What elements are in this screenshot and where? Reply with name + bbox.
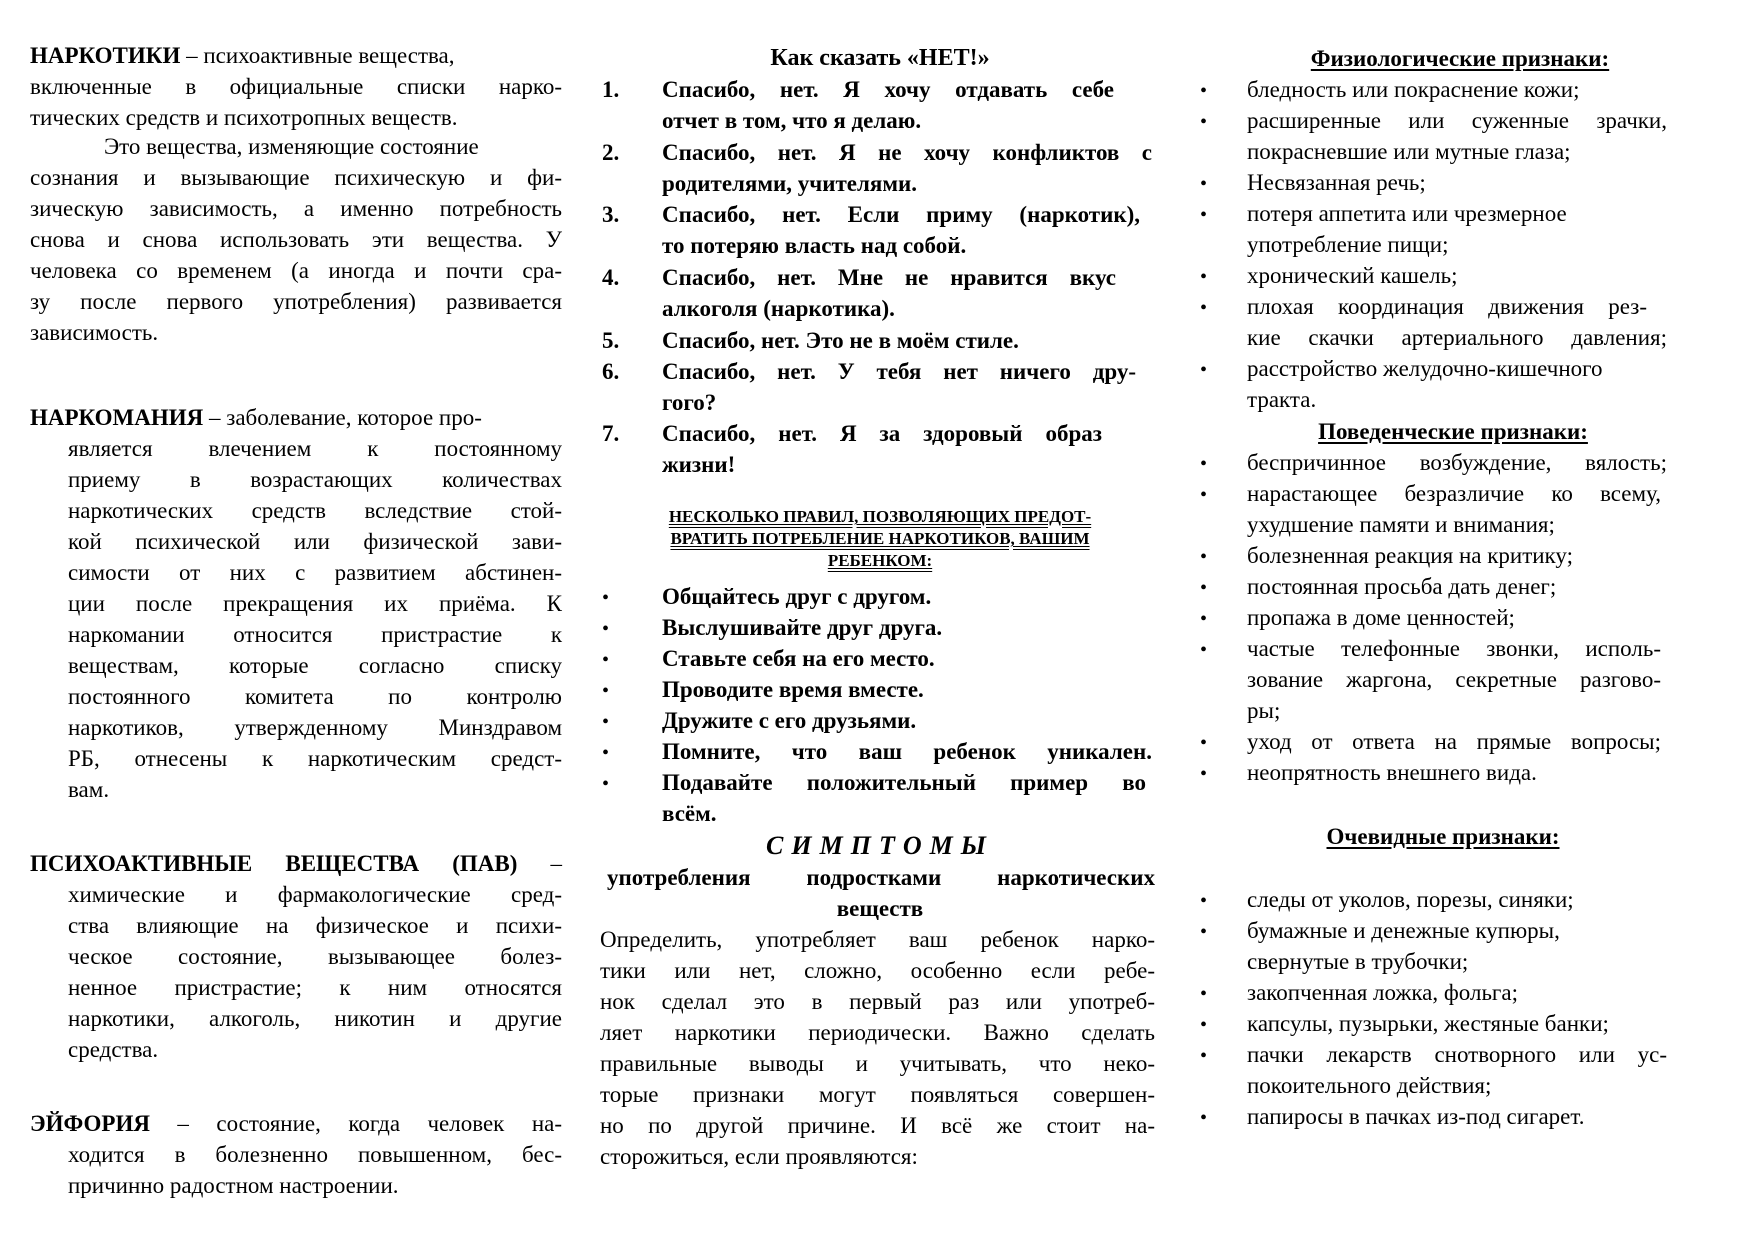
bullet-icon: • <box>1200 608 1208 630</box>
bullet-icon: • <box>1200 577 1208 599</box>
physiological-item-2-line-0: расширенные или суженные зрачки, <box>1247 108 1667 133</box>
say-no-item-1-line-1: отчет в том, что я делаю. <box>662 108 922 133</box>
behavioral-item-6-line-1: зование жаргона, секретные разгово- <box>1247 667 1661 692</box>
definition-narkomaniya-line-5: симости от них с развитием абстинен- <box>68 560 562 585</box>
rules-item-2: Выслушивайте друг друга. <box>662 615 943 640</box>
term-eyforiya: ЭЙФОРИЯ <box>30 1111 150 1136</box>
definition-eyforiya-line-2: причинно радостном настроении. <box>68 1173 399 1198</box>
definition-narkomaniya-line-1: является влечением к постоянному <box>68 436 562 461</box>
bullet-icon: • <box>1200 983 1208 1005</box>
symptoms-body-line-3: ляет наркотики периодически. Важно сделать <box>600 1020 1155 1045</box>
behavioral-item-6-line-0: частые телефонные звонки, исполь- <box>1247 636 1661 661</box>
term-pav: ПСИХОАКТИВНЫЕ ВЕЩЕСТВА (ПАВ) <box>30 851 518 876</box>
definition-narkomaniya-line-10: наркотиков, утвержденному Минздравом <box>68 715 562 740</box>
symptoms-subtitle-line-1: веществ <box>836 896 924 921</box>
definition-narkotiki-line-4: сознания и вызывающие психическую и фи- <box>30 165 562 190</box>
definition-narkomaniya-line-9: постоянного комитета по контролю <box>68 684 562 709</box>
bullet-icon: • <box>602 618 610 640</box>
say-no-item-2-line-1: родителями, учителями. <box>662 171 918 196</box>
bullet-icon: • <box>1200 763 1208 785</box>
definition-narkotiki-line-8: зу после первого употребления) развивается <box>30 289 562 314</box>
physiological-item-6-line-0: плохая координация движения рез- <box>1247 294 1647 319</box>
obvious-item-5-line-1: покоительного действия; <box>1247 1073 1492 1098</box>
behavioral-item-6-line-2: ры; <box>1247 698 1281 723</box>
definition-narkotiki-line-5: зическую зависимость, а именно потребность <box>30 196 562 221</box>
rules-title-line-2: РЕБЕНКОМ: <box>827 551 933 570</box>
bullet-icon: • <box>1200 1107 1208 1129</box>
say-no-number-2: 2. <box>602 140 620 165</box>
behavioral-item-5: пропажа в доме ценностей; <box>1247 605 1515 630</box>
obvious-item-2-line-1: свернутые в трубочки; <box>1247 949 1469 974</box>
definition-narkotiki-line-3: Это вещества, изменяющие состояние <box>104 134 479 159</box>
obvious-item-1: следы от уколов, порезы, синяки; <box>1247 887 1574 912</box>
say-no-item-6-line-0: Спасибо, нет. У тебя нет ничего дру- <box>662 359 1136 384</box>
term-narkotiki: НАРКОТИКИ <box>30 43 181 68</box>
symptoms-title: СИМПТОМЫ <box>766 831 994 860</box>
say-no-number-3: 3. <box>602 202 620 227</box>
bullet-icon: • <box>602 711 610 733</box>
bullet-icon: • <box>1200 173 1208 195</box>
physiological-item-3: Несвязанная речь; <box>1247 170 1426 195</box>
physiological-item-1: бледность или покраснение кожи; <box>1247 77 1580 102</box>
definition-narkomaniya-line-0: НАРКОМАНИЯ – заболевание, которое про- <box>30 405 482 430</box>
rules-title-line-1: ВРАТИТЬ ПОТРЕБЛЕНИЕ НАРКОТИКОВ, ВАШИМ <box>670 529 1090 548</box>
obvious-title: Очевидные признаки: <box>1326 824 1560 849</box>
definition-narkomaniya-line-8: веществам, которые согласно списку <box>68 653 562 678</box>
bullet-icon: • <box>602 587 610 609</box>
rules-item-1: Общайтесь друг с другом. <box>662 584 932 609</box>
bullet-icon: • <box>1200 359 1208 381</box>
symptoms-body-line-6: но по другой причине. И всё же стоит на- <box>600 1113 1155 1138</box>
say-no-item-3-line-1: то потеряю власть над собой. <box>662 233 967 258</box>
obvious-item-6: папиросы в пачках из-под сигарет. <box>1247 1104 1585 1129</box>
bullet-icon: • <box>1200 297 1208 319</box>
say-no-number-1: 1. <box>602 77 620 102</box>
bullet-icon: • <box>1200 921 1208 943</box>
definition-pav-line-4: ненное пристрастие; к ним относятся <box>68 975 562 1000</box>
physiological-item-2-line-1: покрасневшие или мутные глаза; <box>1247 139 1571 164</box>
obvious-item-3: закопченная ложка, фольга; <box>1247 980 1518 1005</box>
behavioral-item-7: уход от ответа на прямые вопросы; <box>1247 729 1661 754</box>
bullet-icon: • <box>1200 204 1208 226</box>
definition-pav-line-1: химические и фармакологические сред- <box>68 882 562 907</box>
rules-title-line-0: НЕСКОЛЬКО ПРАВИЛ, ПОЗВОЛЯЮЩИХ ПРЕДОТ- <box>668 507 1092 526</box>
symptoms-subtitle-line-0: употребления подростками наркотических <box>607 865 1155 890</box>
bullet-icon: • <box>1200 80 1208 102</box>
physiological-item-4-line-1: употребление пищи; <box>1247 232 1449 257</box>
symptoms-body-line-1: тики или нет, сложно, особенно если ребе- <box>600 958 1155 983</box>
rules-item-7-line-0: Подавайте положительный пример во <box>662 770 1146 795</box>
bullet-icon: • <box>1200 890 1208 912</box>
say-no-item-1-line-0: Спасибо, нет. Я хочу отдавать себе <box>662 77 1114 102</box>
physiological-item-5: хронический кашель; <box>1247 263 1458 288</box>
say-no-item-2-line-0: Спасибо, нет. Я не хочу конфликтов с <box>662 140 1152 165</box>
bullet-icon: • <box>602 680 610 702</box>
say-no-item-7-line-1: жизни! <box>662 452 736 477</box>
say-no-item-4-line-0: Спасибо, нет. Мне не нравится вкус <box>662 265 1116 290</box>
definition-eyforiya-line-1: ходится в болезненно повышенном, бес- <box>68 1142 562 1167</box>
definition-narkotiki-line-0: НАРКОТИКИ – психоактивные вещества, <box>30 43 455 68</box>
definition-pav-line-5: наркотики, алкоголь, никотин и другие <box>68 1006 562 1031</box>
behavioral-item-1: беспричинное возбуждение, вялость; <box>1247 450 1667 475</box>
behavioral-item-2-line-1: ухудшение памяти и внимания; <box>1247 512 1555 537</box>
term-narkomaniya: НАРКОМАНИЯ <box>30 405 204 430</box>
definition-narkomaniya-line-12: вам. <box>68 777 110 802</box>
behavioral-title: Поведенческие признаки: <box>1318 419 1588 444</box>
physiological-title: Физиологические признаки: <box>1310 46 1610 71</box>
obvious-item-4: капсулы, пузырьки, жестяные банки; <box>1247 1011 1609 1036</box>
say-no-number-5: 5. <box>602 328 620 353</box>
rules-item-4: Проводите время вместе. <box>662 677 924 702</box>
physiological-item-7-line-1: тракта. <box>1247 387 1317 412</box>
bullet-icon: • <box>1200 484 1208 506</box>
behavioral-item-3: болезненная реакция на критику; <box>1247 543 1573 568</box>
behavioral-item-8: неопрятность внешнего вида. <box>1247 760 1537 785</box>
bullet-icon: • <box>1200 111 1208 133</box>
definition-narkomaniya-line-11: РБ, отнесены к наркотическим средст- <box>68 746 562 771</box>
bullet-icon: • <box>1200 546 1208 568</box>
bullet-icon: • <box>602 773 610 795</box>
definition-pav-line-2: ства влияющие на физическое и психи- <box>68 913 562 938</box>
obvious-item-2-line-0: бумажные и денежные купюры, <box>1247 918 1560 943</box>
definition-narkotiki-line-2: тических средств и психотропных веществ. <box>30 105 458 130</box>
definition-pav-line-6: средства. <box>68 1037 159 1062</box>
definition-pav-line-3: ческое состояние, вызывающее болез- <box>68 944 562 969</box>
definition-narkomaniya-line-6: ции после прекращения их приёма. К <box>68 591 562 616</box>
rules-item-6: Помните, что ваш ребенок уникален. <box>662 739 1152 764</box>
physiological-item-4-line-0: потеря аппетита или чрезмерное <box>1247 201 1567 226</box>
symptoms-body-line-2: нок сделал это в первый раз или употреб- <box>600 989 1155 1014</box>
physiological-item-6-line-1: кие скачки артериального давления; <box>1247 325 1667 350</box>
bullet-icon: • <box>1200 266 1208 288</box>
say-no-item-5-line-0: Спасибо, нет. Это не в моём стиле. <box>662 328 1019 353</box>
symptoms-body-line-7: сторожиться, если проявляются: <box>600 1144 918 1169</box>
bullet-icon: • <box>1200 1045 1208 1067</box>
say-no-item-6-line-1: гого? <box>662 390 717 415</box>
bullet-icon: • <box>1200 639 1208 661</box>
symptoms-body-line-0: Определить, употребляет ваш ребенок нарко- <box>600 927 1155 952</box>
say-no-number-7: 7. <box>602 421 620 446</box>
rules-item-3: Ставьте себя на его место. <box>662 646 935 671</box>
say-no-number-6: 6. <box>602 359 620 384</box>
definition-eyforiya-line-0: ЭЙФОРИЯ – состояние, когда человек на- <box>30 1111 562 1136</box>
rules-item-5: Дружите с его друзьями. <box>662 708 917 733</box>
definition-narkotiki-line-7: человека со временем (а иногда и почти сра- <box>30 258 562 283</box>
say-no-item-7-line-0: Спасибо, нет. Я за здоровый образ <box>662 421 1102 446</box>
say-no-number-4: 4. <box>602 265 620 290</box>
bullet-icon: • <box>602 649 610 671</box>
bullet-icon: • <box>602 742 610 764</box>
definition-pav-line-0: ПСИХОАКТИВНЫЕ ВЕЩЕСТВА (ПАВ) – <box>30 851 562 876</box>
bullet-icon: • <box>1200 732 1208 754</box>
symptoms-body-line-4: правильные выводы и учитывать, что неко- <box>600 1051 1155 1076</box>
definition-narkomaniya-line-2: приему в возрастающих количествах <box>68 467 562 492</box>
definition-narkotiki-line-6: снова и снова использовать эти вещества. У <box>30 227 562 252</box>
definition-narkotiki-line-9: зависимость. <box>30 320 159 345</box>
behavioral-item-4: постоянная просьба дать денег; <box>1247 574 1557 599</box>
definition-narkotiki-line-1: включенные в официальные списки нарко- <box>30 74 562 99</box>
obvious-item-5-line-0: пачки лекарств снотворного или ус- <box>1247 1042 1667 1067</box>
bullet-icon: • <box>1200 1014 1208 1036</box>
bullet-icon: • <box>1200 453 1208 475</box>
say-no-item-3-line-0: Спасибо, нет. Если приму (наркотик), <box>662 202 1140 227</box>
definition-narkomaniya-line-3: наркотических средств вследствие стой- <box>68 498 562 523</box>
say-no-item-4-line-1: алкоголя (наркотика). <box>662 296 895 321</box>
physiological-item-7-line-0: расстройство желудочно-кишечного <box>1247 356 1603 381</box>
rules-item-7-line-1: всём. <box>662 801 717 826</box>
say-no-title: Как сказать «НЕТ!» <box>770 45 990 71</box>
definition-narkomaniya-line-7: наркомании относится пристрастие к <box>68 622 562 647</box>
definition-narkomaniya-line-4: кой психической или физической зави- <box>68 529 562 554</box>
symptoms-body-line-5: торые признаки могут появляться совершен- <box>600 1082 1155 1107</box>
behavioral-item-2-line-0: нарастающее безразличие ко всему, <box>1247 481 1661 506</box>
